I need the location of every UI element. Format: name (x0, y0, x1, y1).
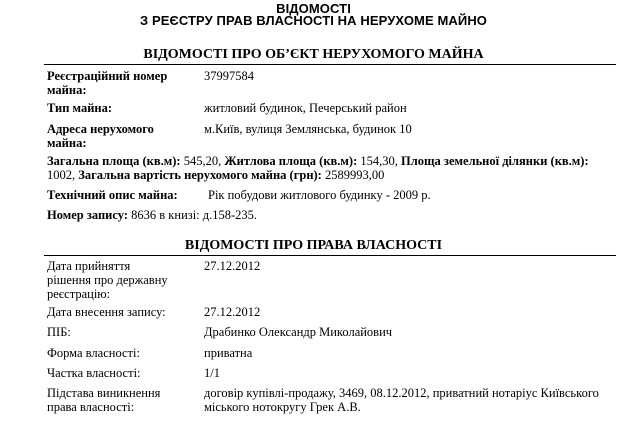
total-area-label: Загальна площа (кв.м): (47, 154, 181, 168)
reg-number-value: 37997584 (204, 69, 254, 83)
rights-section-divider (44, 255, 616, 256)
address-label: Адреса нерухомого майна: (47, 122, 154, 150)
ownership-share-label: Частка власності: (47, 366, 141, 380)
document-title-line2: З РЕЄСТРУ ПРАВ ВЛАСНОСТІ НА НЕРУХОМЕ МАЙНО (139, 13, 488, 28)
property-type-value: житловий будинок, Печерський район (204, 101, 407, 115)
owner-name-label: ПІБ: (47, 325, 71, 339)
rights-section-heading: ВІДОМОСТІ ПРО ПРАВА ВЛАСНОСТІ (184, 238, 443, 253)
ownership-form-value: приватна (204, 346, 253, 360)
decision-date-label: Дата прийняття рішення про державну реєстрацію: (47, 259, 168, 301)
object-section-divider (44, 64, 616, 65)
land-area-label: Площа земельної ділянки (кв.м): (401, 154, 589, 168)
object-section-heading: ВІДОМОСТІ ПРО ОБ’ЄКТ НЕРУХОМОГО МАЙНА (143, 47, 484, 62)
total-area-value: 545,20, (183, 154, 222, 168)
property-type-label: Тип майна: (47, 101, 113, 115)
total-cost-value: 2589993,00 (324, 168, 385, 182)
address-value: м.Київ, вулиця Землянська, будинок 10 (204, 122, 412, 136)
living-area-label: Житлова площа (кв.м): (224, 154, 358, 168)
record-number-row (47, 208, 617, 222)
record-number-label: Номер запису: (47, 208, 129, 222)
ownership-basis-label: Підстава виникнення права власності: (47, 386, 161, 414)
total-cost-label: Загальна вартість нерухомого майна (грн): (78, 168, 322, 182)
entry-date-label: Дата внесення запису: (47, 305, 166, 319)
tech-desc-value: Рік побудови житлового будинку - 2009 р. (208, 188, 431, 202)
ownership-basis-value: договір купівлі-продажу, 3469, 08.12.2012, приватний нотаріус Київського міського нотокругу Грек А.В. (204, 386, 599, 414)
tech-desc-label: Технічний опис майна: (47, 188, 178, 202)
ownership-form-label: Форма власності: (47, 346, 140, 360)
record-number-value: 8636 в книзі: д.158-235. (131, 208, 258, 222)
decision-date-value: 27.12.2012 (204, 259, 261, 273)
owner-name-value: Драбинко Олександр Миколайович (204, 325, 393, 339)
ownership-share-value: 1/1 (204, 366, 220, 380)
land-area-value: 1002, (47, 168, 76, 182)
entry-date-value: 27.12.2012 (204, 305, 261, 319)
reg-number-label: Реєстраційний номер майна: (47, 69, 168, 97)
document-title-line1: ВІДОМОСТІ (276, 1, 351, 16)
area-cost-paragraph (47, 154, 617, 182)
living-area-value: 154,30, (360, 154, 398, 168)
